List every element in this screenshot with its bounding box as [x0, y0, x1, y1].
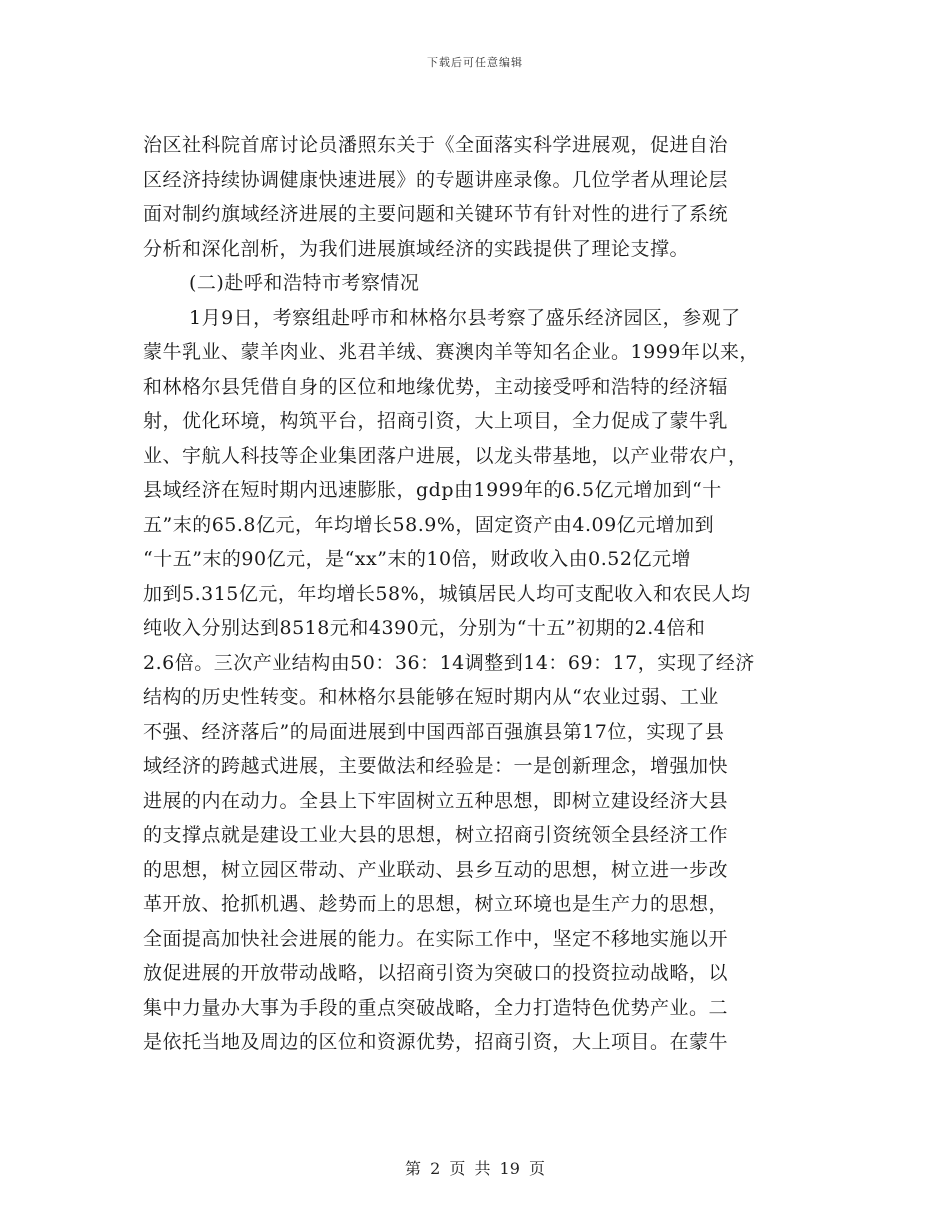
text-line: 结构的历史性转变。和林格尔县能够在短时期内从“农业过弱、工业 — [143, 686, 719, 708]
text-line: 纯收入分别达到8518元和4390元，分别为“十五”初期的2.4倍和 — [143, 617, 706, 639]
text-line: 蒙牛乳业、蒙羊肉业、兆君羊绒、赛澳肉羊等知名企业。1999年以来， — [143, 341, 759, 363]
page-header: 下载后可任意编辑 — [427, 56, 523, 69]
text-line: 放促进展的开放带动战略，以招商引资为突破口的投资拉动战略，以 — [143, 962, 729, 984]
text-line: 县域经济在短时期内迅速膨胀，gdp由1999年的6.5亿元增加到“十 — [143, 479, 722, 501]
text-line: 2.6倍。三次产业结构由50：36：14调整到14：69：17，实现了经济 — [143, 651, 755, 674]
text-line: 是依托当地及周边的区位和资源优势，招商引资，大上项目。在蒙牛 — [143, 1031, 729, 1053]
section-heading: (二)赴呼和浩特市考察情况 — [189, 272, 420, 294]
document-body — [143, 128, 803, 1060]
text-line: 革开放、抢抓机遇、趁势而上的思想，树立环境也是生产力的思想， — [143, 893, 729, 915]
text-line: 加到5.315亿元，年均增长58%，城镇居民人均可支配收入和农民人均 — [143, 582, 751, 605]
text-line: 射，优化环境，构筑平台，招商引资，大上项目，全力促成了蒙牛乳 — [143, 410, 729, 432]
text-line: 的支撑点就是建设工业大县的思想，树立招商引资统领全县经济工作 — [143, 824, 729, 846]
text-line: 域经济的跨越式进展，主要做法和经验是：一是创新理念，增强加快 — [143, 755, 729, 777]
text-line: “十五”末的90亿元，是“xx”末的10倍，财政收入由0.52亿元增 — [143, 548, 691, 570]
text-line: 集中力量办大事为手段的重点突破战略，全力打造特色优势产业。二 — [143, 996, 729, 1019]
text-line: 分析和深化剖析，为我们进展旗域经济的实践提供了理论支撑。 — [143, 237, 690, 260]
text-line: 五”末的65.8亿元，年均增长58.9%，固定资产由4.09亿元增加到 — [143, 513, 715, 536]
text-line: 1月9日，考察组赴呼市和林格尔县考察了盛乐经济园区，参观了 — [189, 306, 741, 329]
text-line: 业、宇航人科技等企业集团落户进展，以龙头带基地，以产业带农户， — [143, 444, 748, 467]
text-line: 进展的内在动力。全县上下牢固树立五种思想，即树立建设经济大县 — [143, 789, 729, 812]
text-line: 的思想，树立园区带动、产业联动、县乡互动的思想，树立进一步改 — [143, 858, 729, 881]
text-line: 和林格尔县凭借自身的区位和地缘优势，主动接受呼和浩特的经济辐 — [143, 375, 729, 398]
page-footer: 第 2 页 共 19 页 — [405, 1159, 545, 1178]
text-line: 面对制约旗域经济进展的主要问题和关键环节有针对性的进行了系统 — [143, 203, 729, 225]
text-line: 区经济持续协调健康快速进展》的专题讲座录像。几位学者从理论层 — [143, 168, 729, 191]
text-line: 治区社科院首席讨论员潘照东关于《全面落实科学进展观，促进自治 — [143, 134, 729, 156]
text-line: 不强、经济落后”的局面进展到中国西部百强旗县第17位，实现了县 — [143, 720, 725, 743]
text-line: 全面提高加快社会进展的能力。在实际工作中，坚定不移地实施以开 — [143, 927, 729, 950]
